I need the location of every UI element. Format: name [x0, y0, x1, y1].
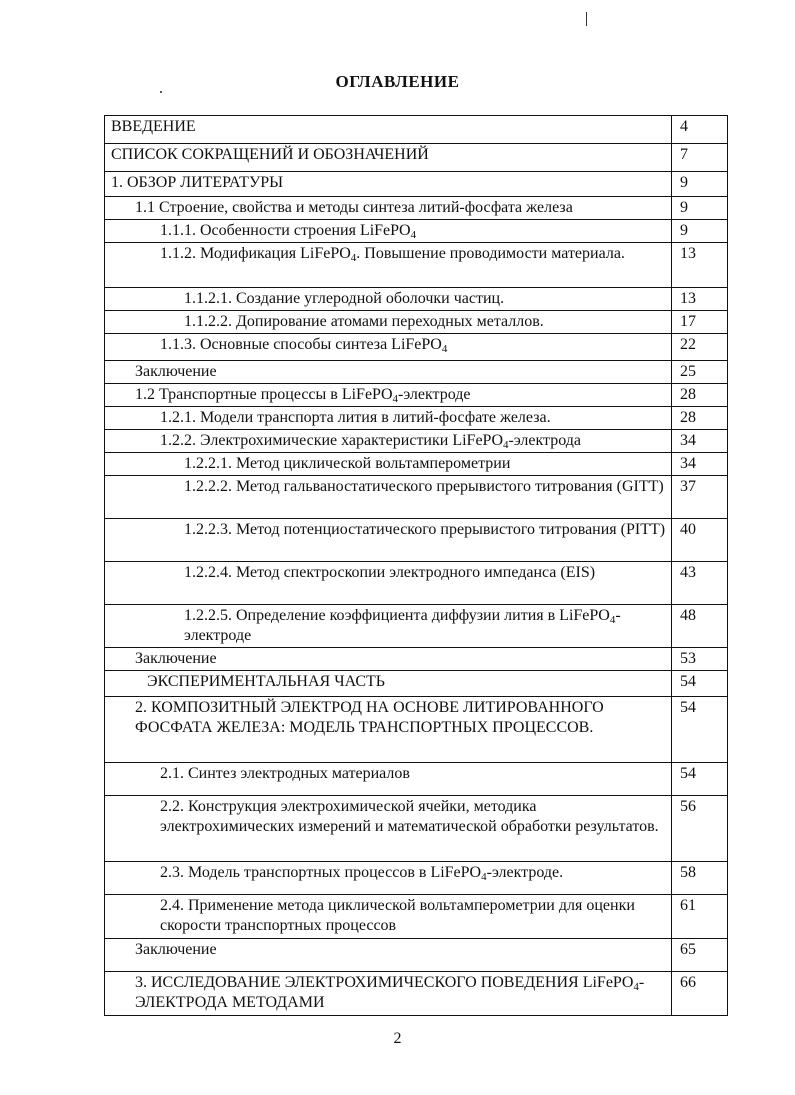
toc-entry-title: 2. КОМПОЗИТНЫЙ ЭЛЕКТРОД НА ОСНОВЕ ЛИТИРОВАННОГО ФОСФАТА ЖЕЛЕЗА: МОДЕЛЬ ТРАНСПОРТНЫХ ПРОЦЕССОВ. — [105, 697, 672, 763]
toc-row — [105, 172, 728, 197]
toc-entry-title: ЭКСПЕРИМЕНТАЛЬНАЯ ЧАСТЬ — [105, 671, 672, 697]
toc-entry-title: 1.2.2.4. Метод спектроскопии электродного импеданса (EIS) — [105, 562, 672, 605]
toc-row — [105, 939, 728, 972]
toc-entry-title: ВВЕДЕНИЕ — [105, 116, 672, 144]
toc-row — [105, 862, 728, 895]
toc-table — [104, 115, 728, 1016]
toc-entry-title: 1.2.2. Электрохимические характеристики LiFePO$_4$-электрода — [105, 430, 672, 453]
toc-entry-page: 9 — [672, 197, 728, 220]
toc-entry-page: 54 — [672, 763, 728, 796]
toc-entry-title: 2.2. Конструкция электрохимической ячейки, методика электрохимических измерений и математической обработки результатов. — [105, 796, 672, 862]
toc-entry-page: 9 — [672, 172, 728, 197]
toc-row — [105, 562, 728, 605]
toc-entry-page: 53 — [672, 648, 728, 671]
toc-entry-title: 1.2.1. Модели транспорта лития в литий-фосфате железа. — [105, 407, 672, 430]
toc-row — [105, 605, 728, 648]
toc-entry-title: 3. ИССЛЕДОВАНИЕ ЭЛЕКТРОХИМИЧЕСКОГО ПОВЕДЕНИЯ LiFePO$_4$-ЭЛЕКТРОДА МЕТОДАМИ — [105, 972, 672, 1016]
toc-entry-title: 1.1.3. Основные способы синтеза LiFePO$_4$ — [105, 334, 672, 361]
toc-row — [105, 144, 728, 172]
toc-row — [105, 288, 728, 311]
toc-entry-page: 48 — [672, 605, 728, 648]
toc-entry-page: 34 — [672, 430, 728, 453]
toc-entry-page: 65 — [672, 939, 728, 972]
toc-entry-title: 2.4. Применение метода циклической вольтамперометрии для оценки скорости транспортных процессов — [105, 895, 672, 939]
toc-entry-page: 37 — [672, 476, 728, 519]
toc-row — [105, 243, 728, 288]
page-title: ОГЛАВЛЕНИЕ — [335, 72, 460, 91]
toc-entry-title: 1.2 Транспортные процессы в LiFePO$_4$-электроде — [105, 384, 672, 407]
toc-row — [105, 671, 728, 697]
toc-entry-page: 13 — [672, 288, 728, 311]
toc-entry-page: 7 — [672, 144, 728, 172]
toc-row — [105, 384, 728, 407]
toc-row — [105, 334, 728, 361]
toc-entry-title: 1.1 Строение, свойства и методы синтеза литий-фосфата железа — [105, 197, 672, 220]
toc-entry-page: 66 — [672, 972, 728, 1016]
toc-entry-title: 1.1.1. Особенности строения LiFePO$_4$ — [105, 220, 672, 243]
toc-entry-page: 40 — [672, 519, 728, 562]
toc-entry-title: Заключение — [105, 939, 672, 972]
toc-row — [105, 197, 728, 220]
toc-entry-page: 17 — [672, 311, 728, 334]
toc-entry-title: 1.1.2. Модификация LiFePO$_4$. Повышение проводимости материала. — [105, 243, 672, 288]
toc-row — [105, 972, 728, 1016]
toc-entry-page: 9 — [672, 220, 728, 243]
toc-row — [105, 453, 728, 476]
scan-mark — [586, 12, 587, 26]
toc-row — [105, 361, 728, 384]
toc-entry-page: 22 — [672, 334, 728, 361]
toc-entry-title: 1.2.2.3. Метод потенциостатического прерывистого титрования (PITT) — [105, 519, 672, 562]
toc-entry-page: 13 — [672, 243, 728, 288]
toc-row — [105, 895, 728, 939]
toc-entry-title: 2.3. Модель транспортных процессов в LiFePO$_4$-электроде. — [105, 862, 672, 895]
toc-row — [105, 311, 728, 334]
toc-entry-page: 34 — [672, 453, 728, 476]
toc-entry-title: 1.1.2.1. Создание углеродной оболочки частиц. — [105, 288, 672, 311]
toc-row — [105, 763, 728, 796]
toc-entry-title: 1.1.2.2. Допирование атомами переходных металлов. — [105, 311, 672, 334]
toc-entry-title: Заключение — [105, 361, 672, 384]
toc-entry-page: 61 — [672, 895, 728, 939]
toc-entry-title: 1.2.2.5. Определение коэффициента диффузии лития в LiFePO$_4$-электроде — [105, 605, 672, 648]
toc-entry-title: Заключение — [105, 648, 672, 671]
toc-entry-title: 1. ОБЗОР ЛИТЕРАТУРЫ — [105, 172, 672, 197]
toc-entry-page: 56 — [672, 796, 728, 862]
toc-row — [105, 796, 728, 862]
toc-entry-page: 58 — [672, 862, 728, 895]
toc-row — [105, 220, 728, 243]
toc-entry-page: 28 — [672, 407, 728, 430]
toc-row — [105, 648, 728, 671]
toc-entry-page: 54 — [672, 697, 728, 763]
toc-row — [105, 407, 728, 430]
toc-entry-title: СПИСОК СОКРАЩЕНИЙ И ОБОЗНАЧЕНИЙ — [105, 144, 672, 172]
toc-entry-page: 54 — [672, 671, 728, 697]
toc-entry-title: 2.1. Синтез электродных материалов — [105, 763, 672, 796]
toc-entry-page: 43 — [672, 562, 728, 605]
toc-row — [105, 476, 728, 519]
toc-entry-page: 25 — [672, 361, 728, 384]
toc-row — [105, 519, 728, 562]
toc-row — [105, 430, 728, 453]
toc-entry-title: 1.2.2.1. Метод циклической вольтамперометрии — [105, 453, 672, 476]
toc-entry-page: 28 — [672, 384, 728, 407]
page-number: 2 — [393, 1030, 402, 1047]
toc-row — [105, 697, 728, 763]
toc-row — [105, 116, 728, 144]
toc-entry-title: 1.2.2.2. Метод гальваностатического прерывистого титрования (GITT) — [105, 476, 672, 519]
toc-entry-page: 4 — [672, 116, 728, 144]
